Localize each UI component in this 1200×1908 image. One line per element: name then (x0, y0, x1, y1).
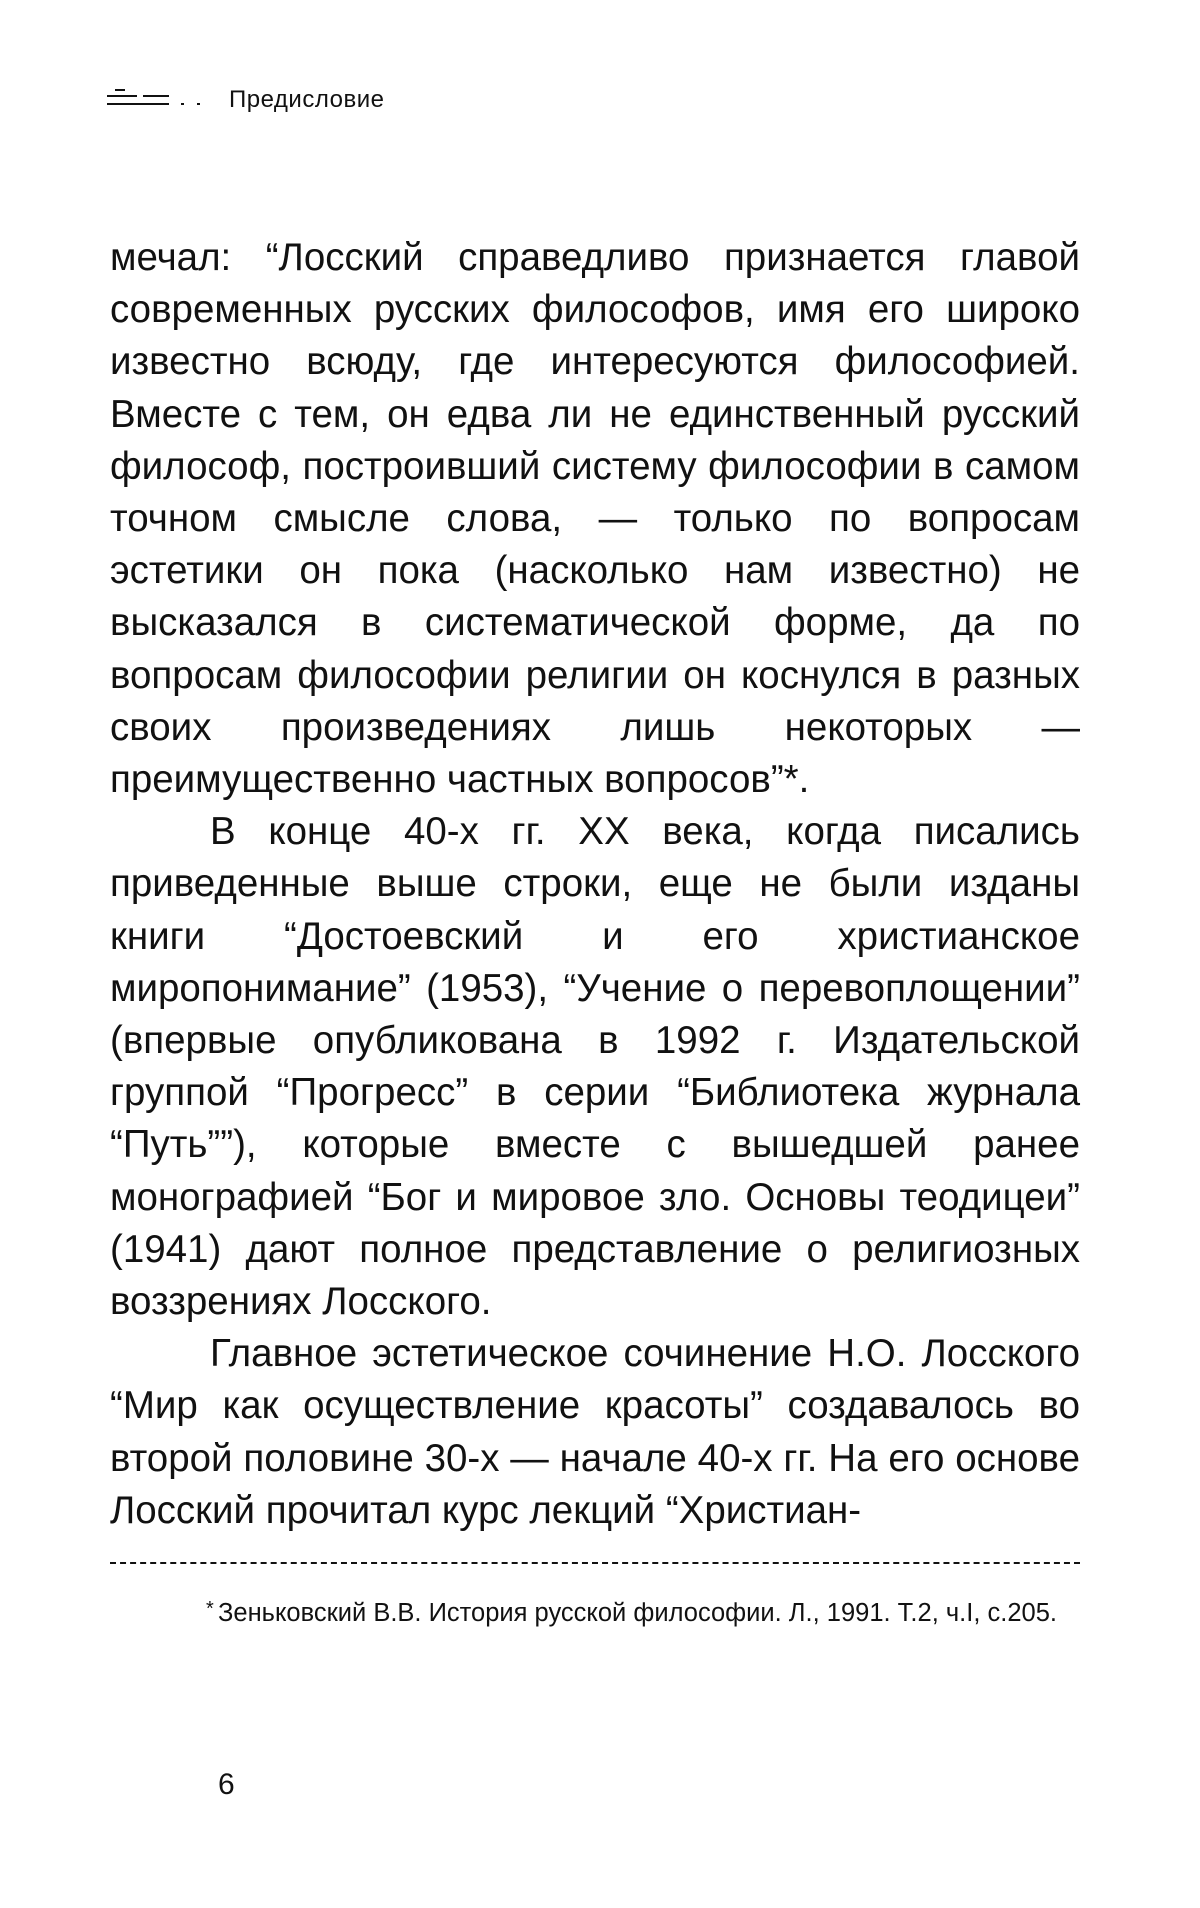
footnote (206, 1592, 1080, 1634)
header-ornament-icon (107, 87, 207, 113)
footnote-divider (110, 1562, 1080, 1566)
paragraph-2: В конце 40-х гг. XX века, когда писались приведенные выше строки, еще не были изданы книги “Достоевский и его христианское миропонимание” (1953), “Учение о перевоплощении” (впервые опубликована в 1992 г. Издательской группой “Прогресс” в серии “Библиотека журнала “Путь””), которые вместе с вышедшей ранее монографией “Бог и мировое зло. Основы теодицеи” (1941) дают полное представление о религиозных воззрениях Лосского. (110, 810, 1080, 1324)
main-text (110, 232, 1080, 1537)
paragraph-3: Главное эстетическое сочинение Н.О. Лосского “Мир как осуществление красоты” создавалось во второй половине 30-х — начале 40-х гг. На его основе Лосский прочитал курс лекций “Христиан- (110, 1332, 1080, 1532)
footnote-mark: * (206, 1598, 214, 1620)
section-title: Предисловие (229, 86, 385, 113)
footnote-text: Зеньковский В.В. История русской философии. Л., 1991. Т.2, ч.I, с.205. (218, 1599, 1057, 1627)
page-number: 6 (218, 1768, 235, 1801)
running-head (107, 80, 384, 120)
paragraph-1: мечал: “Лосский справедливо признается главой современных русских философов, имя его широко известно всюду, где интересуются философией. Вместе с тем, он едва ли не единственный русский философ, построивший систему философии в самом точном смысле слова, — только по вопросам эстетики он пока (насколько нам известно) не высказался в систематической форме, да по вопросам философии религии он коснулся в разных своих произведениях лишь некоторых — преимущественно частных вопросов”*. (110, 236, 1080, 802)
